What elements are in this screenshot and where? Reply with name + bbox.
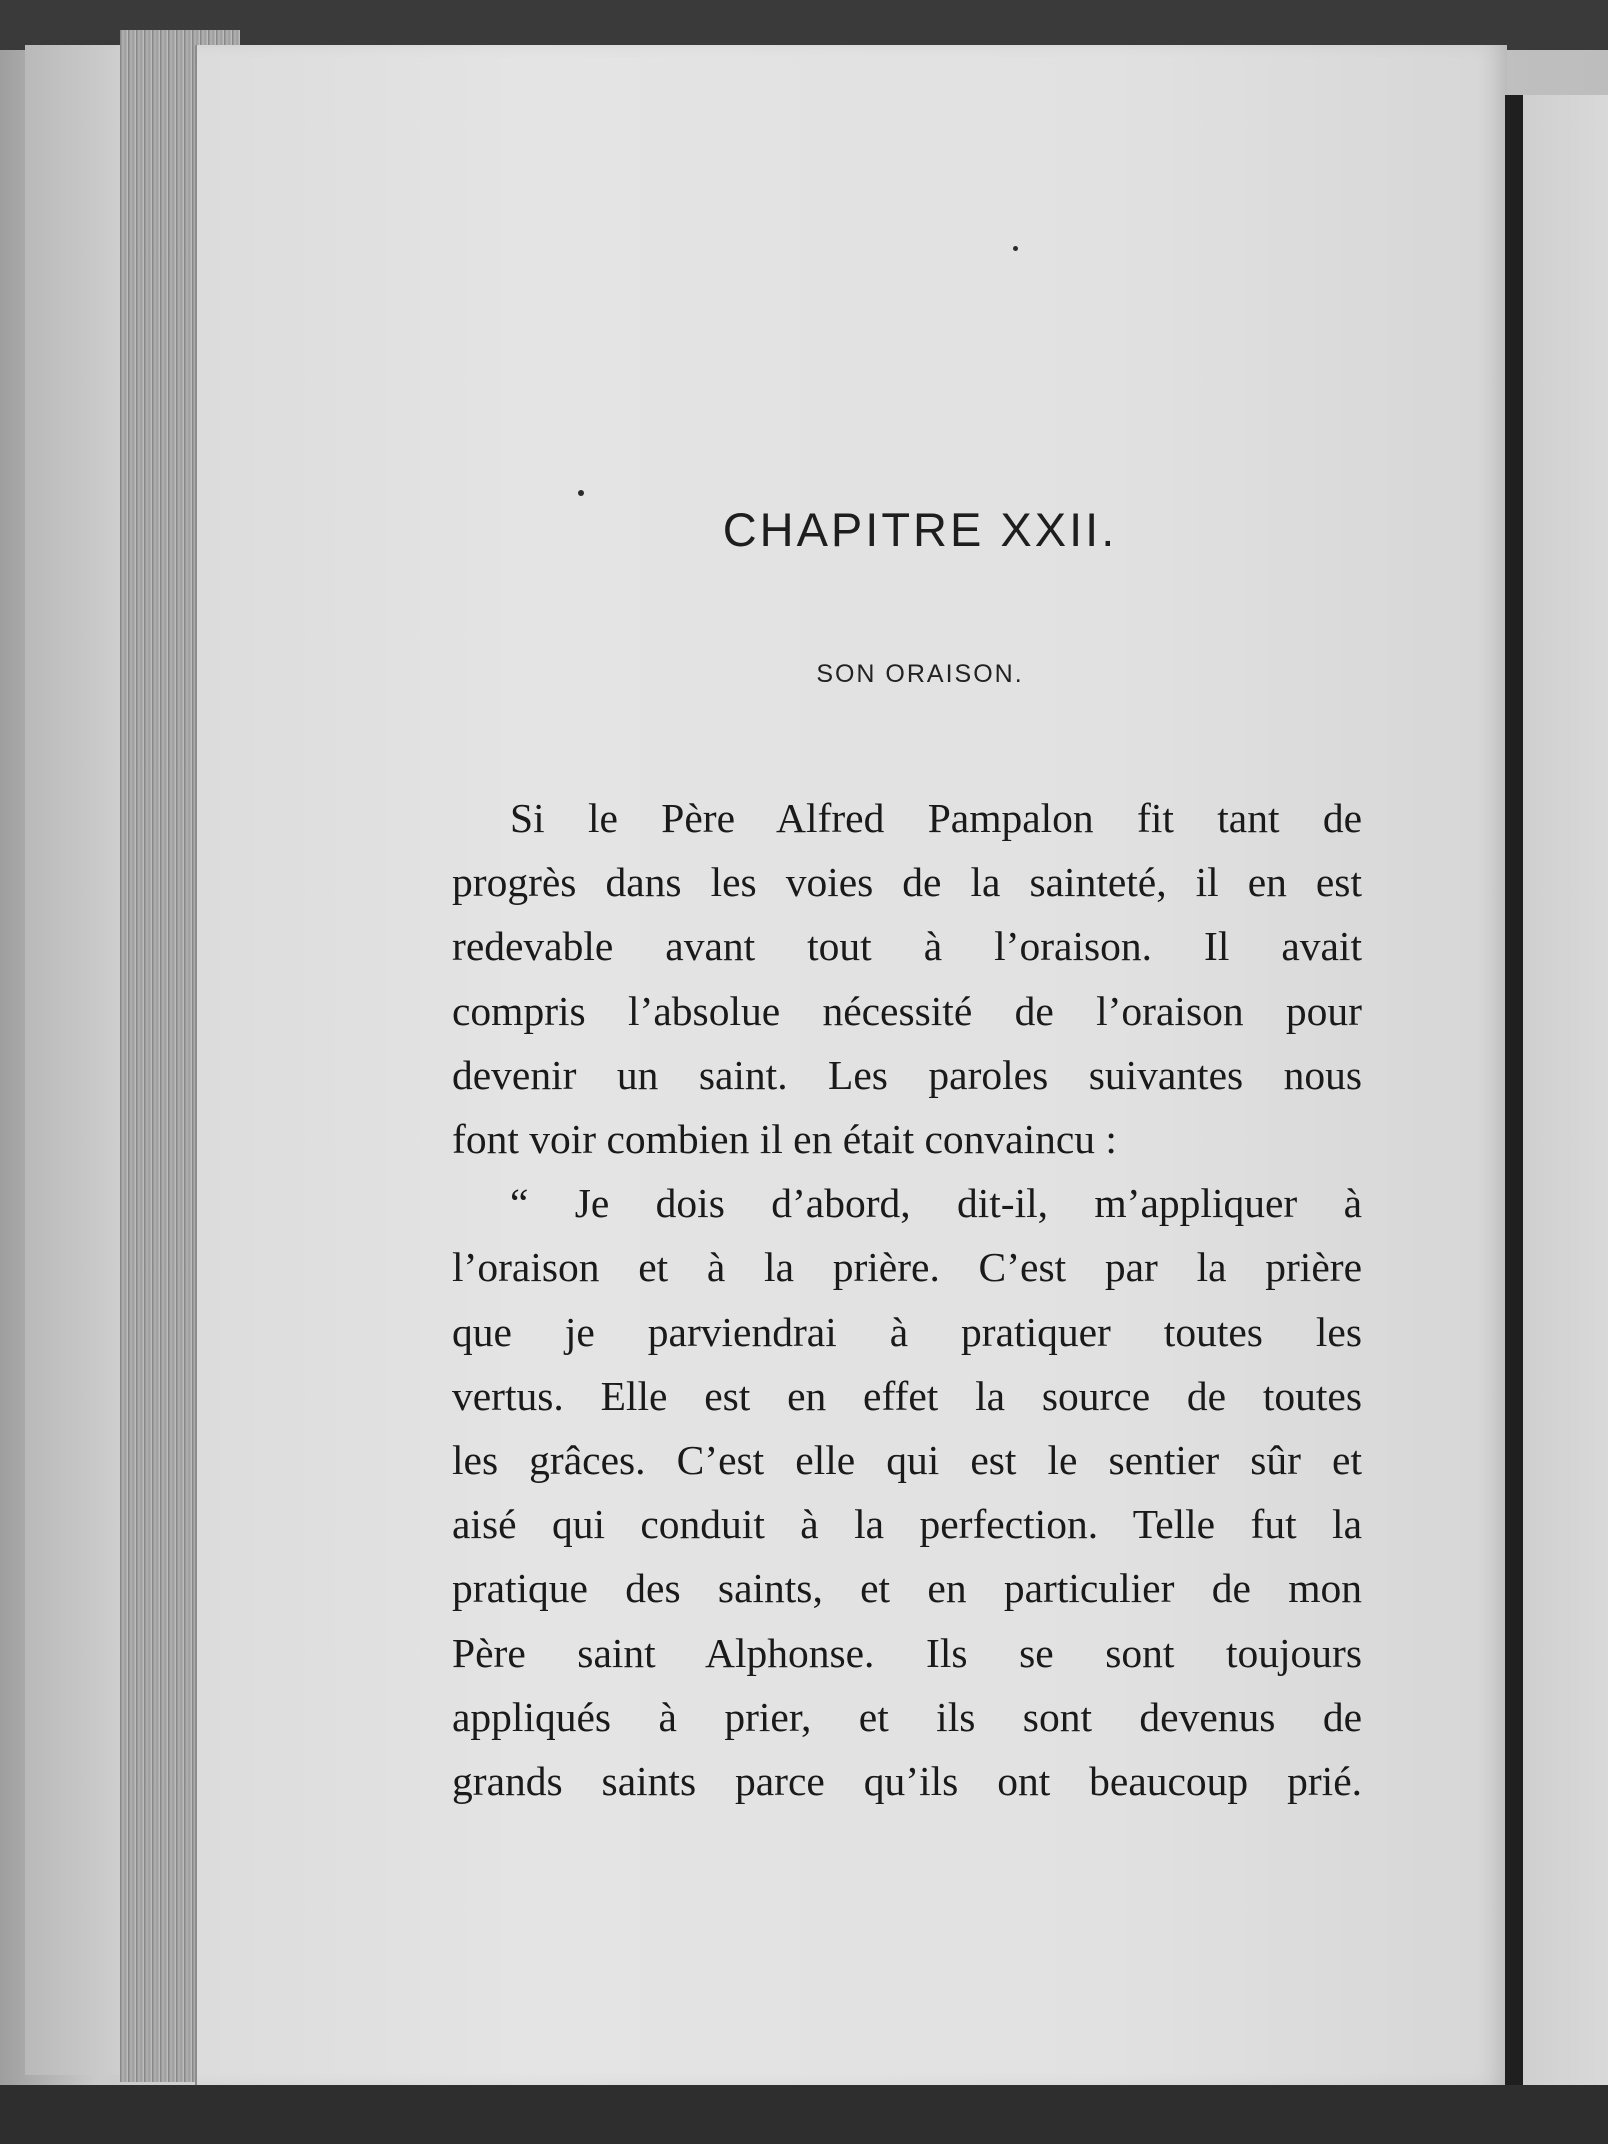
text-line: Si le Père Alfred Pampalon fit tant de [510,795,1362,841]
text-line: aisé qui conduit à la perfection. Telle fut la [452,1501,1362,1548]
text-line: progrès dans les voies de la sainteté, il en est [452,859,1362,906]
scanner-bottom-edge [0,2085,1608,2144]
text-line: vertus. Elle est en effet la source de toutes [452,1372,1362,1419]
chapter-title: CHAPITRE XXII. [722,503,1118,556]
text-line: grands saints parce qu’ils ont beaucoup prié. [452,1758,1362,1805]
text-line: pratique des saints, et en particulier de mon [452,1565,1362,1612]
text-line: redevable avant tout à l’oraison. Il avait [452,923,1362,970]
facing-page-edge [1523,95,1608,2105]
text-line: devenir un saint. Les paroles suivantes nous [452,1051,1362,1098]
ink-speck [1013,246,1018,251]
text-line: compris l’absolue nécessité de l’oraison pour [452,987,1362,1034]
text-line: appliqués à prier, et ils sont devenus de [452,1693,1362,1740]
chapter-body [452,786,1362,1813]
text-line: Père saint Alphonse. Ils se sont toujours [452,1629,1362,1676]
text-line: les grâces. C’est elle qui est le sentier sûr et [452,1437,1362,1484]
ink-speck [578,490,584,496]
text-line: “ Je dois d’abord, dit-il, m’appliquer à [510,1180,1362,1227]
text-line: font voir combien il en était convaincu : [452,1116,1117,1163]
scanner-top-edge [0,0,1608,50]
text-line: l’oraison et à la prière. C’est par la prière [452,1244,1362,1291]
text-line: que je parviendrai à pratiquer toutes les [452,1308,1362,1355]
chapter-subtitle: SON ORAISON. [816,660,1024,688]
book-gutter-shadow [1505,95,1523,2105]
